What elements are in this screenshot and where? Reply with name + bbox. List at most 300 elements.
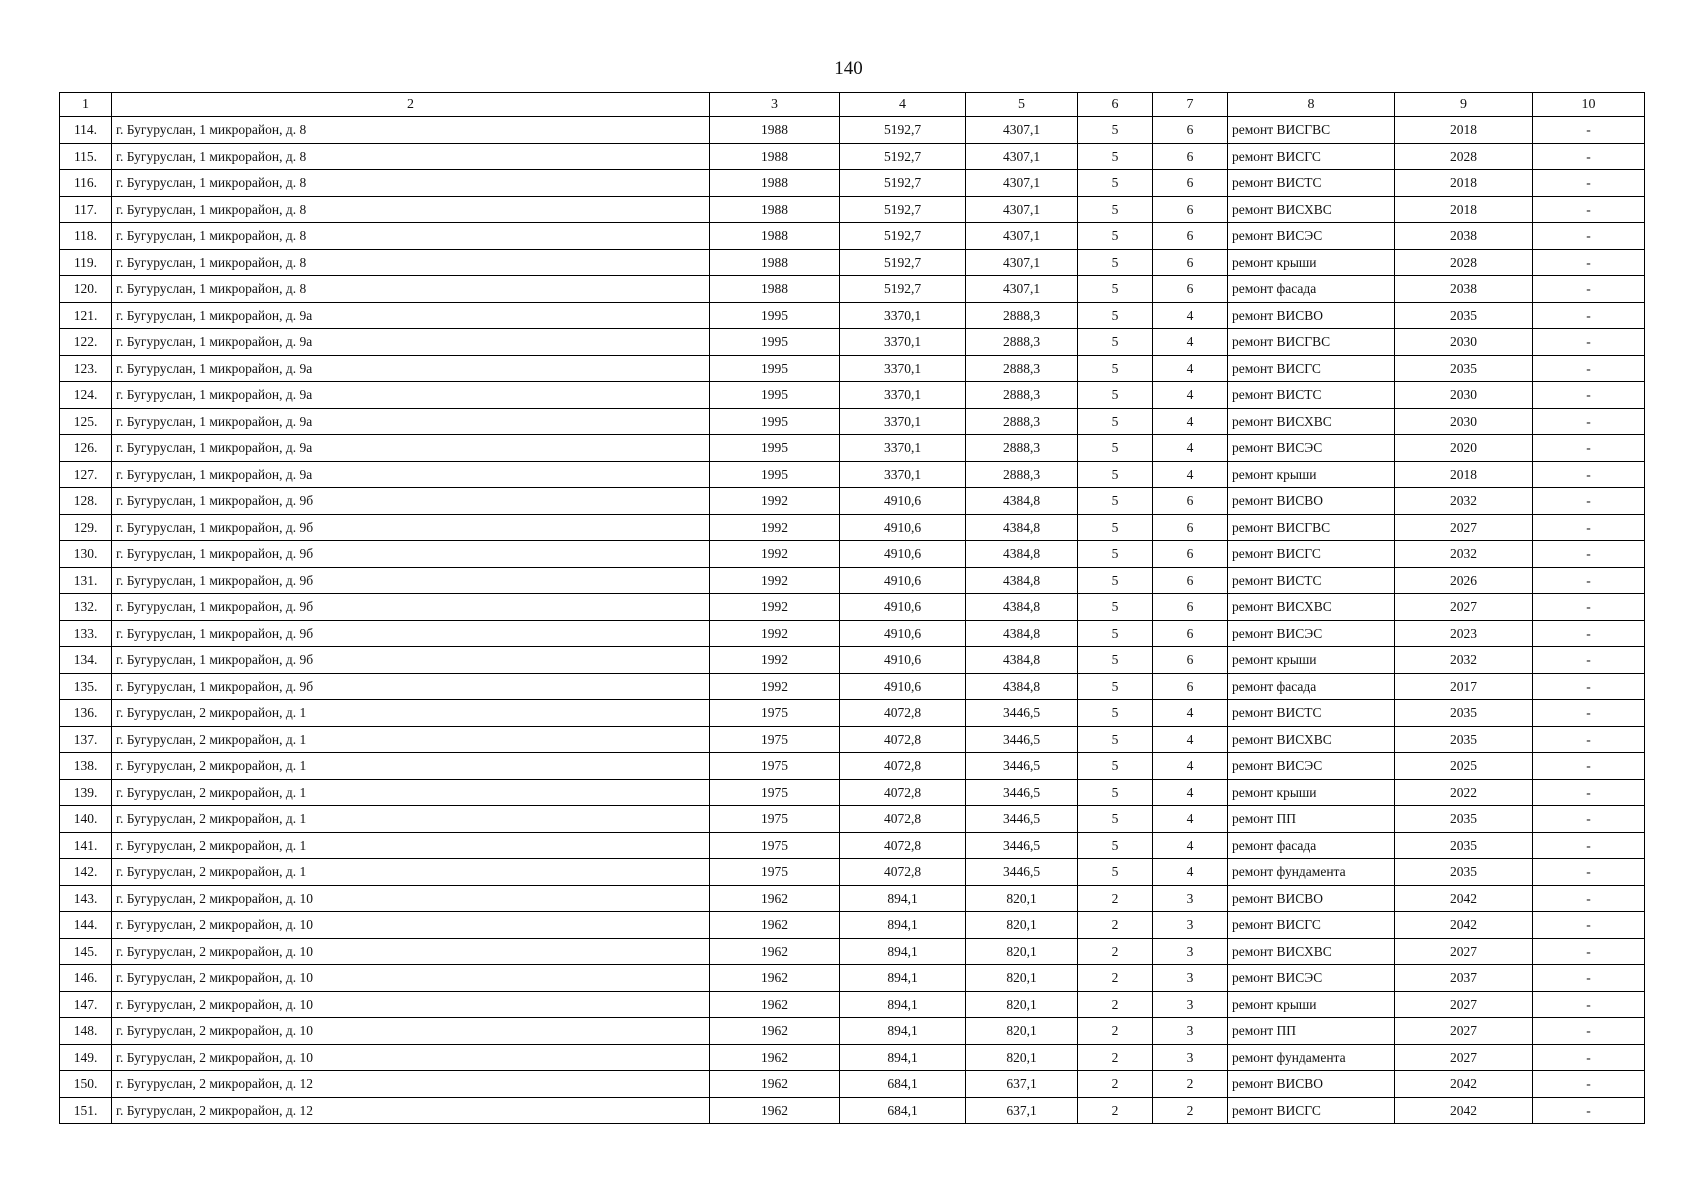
cell-entrances: 3 <box>1153 965 1228 992</box>
cell-build-year: 1975 <box>710 806 840 833</box>
cell-floors: 5 <box>1078 567 1153 594</box>
cell-note: - <box>1533 620 1645 647</box>
cell-entrances: 6 <box>1153 143 1228 170</box>
cell-build-year: 1995 <box>710 329 840 356</box>
table-row <box>60 620 1645 647</box>
cell-planned-year: 2030 <box>1395 329 1533 356</box>
cell-note: - <box>1533 170 1645 197</box>
cell-entrances: 4 <box>1153 382 1228 409</box>
cell-build-year: 1992 <box>710 541 840 568</box>
cell-entrances: 3 <box>1153 938 1228 965</box>
cell-living-area: 4384,8 <box>966 620 1078 647</box>
cell-row-number: 124. <box>60 382 112 409</box>
cell-floors: 5 <box>1078 223 1153 250</box>
cell-planned-year: 2035 <box>1395 859 1533 886</box>
cell-work-type: ремонт ВИСВО <box>1228 302 1395 329</box>
cell-build-year: 1995 <box>710 382 840 409</box>
cell-address: г. Бугуруслан, 2 микрорайон, д. 10 <box>112 938 710 965</box>
column-header-5: 5 <box>966 93 1078 117</box>
cell-address: г. Бугуруслан, 1 микрорайон, д. 9б <box>112 673 710 700</box>
cell-total-area: 3370,1 <box>840 302 966 329</box>
cell-entrances: 4 <box>1153 806 1228 833</box>
cell-living-area: 3446,5 <box>966 726 1078 753</box>
cell-address: г. Бугуруслан, 1 микрорайон, д. 9б <box>112 620 710 647</box>
cell-build-year: 1962 <box>710 912 840 939</box>
cell-build-year: 1988 <box>710 117 840 144</box>
cell-floors: 2 <box>1078 1018 1153 1045</box>
cell-living-area: 820,1 <box>966 885 1078 912</box>
cell-total-area: 4910,6 <box>840 594 966 621</box>
cell-build-year: 1962 <box>710 1071 840 1098</box>
cell-living-area: 2888,3 <box>966 435 1078 462</box>
cell-planned-year: 2035 <box>1395 832 1533 859</box>
cell-build-year: 1975 <box>710 753 840 780</box>
cell-entrances: 2 <box>1153 1097 1228 1124</box>
cell-address: г. Бугуруслан, 2 микрорайон, д. 1 <box>112 832 710 859</box>
cell-total-area: 894,1 <box>840 1044 966 1071</box>
cell-total-area: 4072,8 <box>840 779 966 806</box>
cell-note: - <box>1533 117 1645 144</box>
cell-row-number: 139. <box>60 779 112 806</box>
cell-work-type: ремонт крыши <box>1228 779 1395 806</box>
cell-row-number: 119. <box>60 249 112 276</box>
cell-floors: 5 <box>1078 249 1153 276</box>
cell-floors: 2 <box>1078 991 1153 1018</box>
cell-work-type: ремонт фундамента <box>1228 859 1395 886</box>
cell-row-number: 116. <box>60 170 112 197</box>
cell-living-area: 4384,8 <box>966 647 1078 674</box>
cell-build-year: 1988 <box>710 196 840 223</box>
cell-planned-year: 2035 <box>1395 700 1533 727</box>
cell-living-area: 820,1 <box>966 1018 1078 1045</box>
cell-note: - <box>1533 196 1645 223</box>
cell-planned-year: 2027 <box>1395 1044 1533 1071</box>
cell-note: - <box>1533 408 1645 435</box>
cell-entrances: 3 <box>1153 885 1228 912</box>
cell-floors: 5 <box>1078 408 1153 435</box>
cell-living-area: 2888,3 <box>966 408 1078 435</box>
cell-planned-year: 2035 <box>1395 726 1533 753</box>
cell-planned-year: 2042 <box>1395 1097 1533 1124</box>
cell-row-number: 149. <box>60 1044 112 1071</box>
cell-living-area: 820,1 <box>966 965 1078 992</box>
column-header-8: 8 <box>1228 93 1395 117</box>
cell-note: - <box>1533 991 1645 1018</box>
cell-row-number: 144. <box>60 912 112 939</box>
cell-work-type: ремонт ВИСЭС <box>1228 965 1395 992</box>
table-row <box>60 249 1645 276</box>
cell-floors: 5 <box>1078 143 1153 170</box>
cell-total-area: 5192,7 <box>840 223 966 250</box>
cell-note: - <box>1533 276 1645 303</box>
column-number-row <box>60 93 1645 117</box>
table-row <box>60 143 1645 170</box>
cell-living-area: 3446,5 <box>966 859 1078 886</box>
cell-row-number: 122. <box>60 329 112 356</box>
cell-living-area: 820,1 <box>966 1044 1078 1071</box>
cell-work-type: ремонт ВИСГС <box>1228 1097 1395 1124</box>
cell-planned-year: 2035 <box>1395 355 1533 382</box>
table-row <box>60 382 1645 409</box>
cell-note: - <box>1533 647 1645 674</box>
cell-floors: 2 <box>1078 885 1153 912</box>
column-header-2: 2 <box>112 93 710 117</box>
cell-work-type: ремонт крыши <box>1228 647 1395 674</box>
cell-row-number: 151. <box>60 1097 112 1124</box>
cell-work-type: ремонт фундамента <box>1228 1044 1395 1071</box>
cell-row-number: 132. <box>60 594 112 621</box>
table-row <box>60 408 1645 435</box>
cell-floors: 2 <box>1078 1044 1153 1071</box>
cell-planned-year: 2027 <box>1395 938 1533 965</box>
cell-work-type: ремонт ВИСЭС <box>1228 223 1395 250</box>
cell-planned-year: 2027 <box>1395 1018 1533 1045</box>
column-header-9: 9 <box>1395 93 1533 117</box>
cell-row-number: 133. <box>60 620 112 647</box>
cell-row-number: 114. <box>60 117 112 144</box>
cell-work-type: ремонт ВИСТС <box>1228 170 1395 197</box>
cell-note: - <box>1533 938 1645 965</box>
cell-build-year: 1992 <box>710 594 840 621</box>
cell-address: г. Бугуруслан, 1 микрорайон, д. 9б <box>112 541 710 568</box>
cell-planned-year: 2037 <box>1395 965 1533 992</box>
cell-build-year: 1992 <box>710 567 840 594</box>
cell-entrances: 6 <box>1153 223 1228 250</box>
cell-note: - <box>1533 753 1645 780</box>
cell-living-area: 4384,8 <box>966 594 1078 621</box>
table-row <box>60 1071 1645 1098</box>
cell-total-area: 5192,7 <box>840 170 966 197</box>
cell-note: - <box>1533 832 1645 859</box>
cell-entrances: 4 <box>1153 726 1228 753</box>
cell-planned-year: 2042 <box>1395 912 1533 939</box>
cell-note: - <box>1533 223 1645 250</box>
cell-row-number: 146. <box>60 965 112 992</box>
cell-planned-year: 2030 <box>1395 408 1533 435</box>
cell-living-area: 4384,8 <box>966 541 1078 568</box>
cell-entrances: 6 <box>1153 170 1228 197</box>
column-header-1: 1 <box>60 93 112 117</box>
cell-living-area: 3446,5 <box>966 779 1078 806</box>
cell-planned-year: 2032 <box>1395 647 1533 674</box>
cell-living-area: 4384,8 <box>966 673 1078 700</box>
cell-address: г. Бугуруслан, 1 микрорайон, д. 9а <box>112 382 710 409</box>
cell-entrances: 6 <box>1153 514 1228 541</box>
cell-planned-year: 2018 <box>1395 461 1533 488</box>
cell-build-year: 1962 <box>710 938 840 965</box>
cell-build-year: 1962 <box>710 1044 840 1071</box>
repair-schedule-table <box>59 92 1645 1124</box>
cell-entrances: 6 <box>1153 276 1228 303</box>
cell-work-type: ремонт ВИСГВС <box>1228 117 1395 144</box>
cell-work-type: ремонт ВИСЭС <box>1228 753 1395 780</box>
cell-work-type: ремонт крыши <box>1228 461 1395 488</box>
cell-address: г. Бугуруслан, 2 микрорайон, д. 10 <box>112 912 710 939</box>
cell-address: г. Бугуруслан, 2 микрорайон, д. 1 <box>112 859 710 886</box>
cell-note: - <box>1533 567 1645 594</box>
cell-row-number: 141. <box>60 832 112 859</box>
cell-build-year: 1975 <box>710 859 840 886</box>
cell-entrances: 6 <box>1153 620 1228 647</box>
cell-total-area: 894,1 <box>840 965 966 992</box>
cell-address: г. Бугуруслан, 2 микрорайон, д. 10 <box>112 1044 710 1071</box>
cell-entrances: 4 <box>1153 753 1228 780</box>
cell-address: г. Бугуруслан, 1 микрорайон, д. 8 <box>112 196 710 223</box>
cell-work-type: ремонт ВИСГВС <box>1228 329 1395 356</box>
cell-address: г. Бугуруслан, 2 микрорайон, д. 12 <box>112 1071 710 1098</box>
cell-build-year: 1988 <box>710 170 840 197</box>
table-row <box>60 461 1645 488</box>
cell-total-area: 4910,6 <box>840 488 966 515</box>
table-row <box>60 594 1645 621</box>
cell-build-year: 1992 <box>710 620 840 647</box>
cell-note: - <box>1533 329 1645 356</box>
cell-build-year: 1962 <box>710 1097 840 1124</box>
cell-entrances: 4 <box>1153 302 1228 329</box>
column-header-6: 6 <box>1078 93 1153 117</box>
cell-row-number: 147. <box>60 991 112 1018</box>
cell-living-area: 4307,1 <box>966 117 1078 144</box>
cell-address: г. Бугуруслан, 1 микрорайон, д. 9а <box>112 435 710 462</box>
cell-living-area: 4307,1 <box>966 276 1078 303</box>
cell-living-area: 3446,5 <box>966 832 1078 859</box>
cell-total-area: 4072,8 <box>840 806 966 833</box>
cell-floors: 5 <box>1078 726 1153 753</box>
cell-work-type: ремонт ВИСГС <box>1228 541 1395 568</box>
cell-entrances: 3 <box>1153 991 1228 1018</box>
cell-note: - <box>1533 779 1645 806</box>
cell-address: г. Бугуруслан, 1 микрорайон, д. 9а <box>112 355 710 382</box>
cell-entrances: 4 <box>1153 779 1228 806</box>
table-row <box>60 753 1645 780</box>
table-row <box>60 488 1645 515</box>
cell-total-area: 4910,6 <box>840 567 966 594</box>
cell-build-year: 1995 <box>710 302 840 329</box>
cell-floors: 2 <box>1078 912 1153 939</box>
cell-address: г. Бугуруслан, 2 микрорайон, д. 10 <box>112 965 710 992</box>
cell-living-area: 3446,5 <box>966 700 1078 727</box>
cell-floors: 5 <box>1078 859 1153 886</box>
column-header-10: 10 <box>1533 93 1645 117</box>
cell-row-number: 126. <box>60 435 112 462</box>
cell-entrances: 4 <box>1153 859 1228 886</box>
cell-planned-year: 2022 <box>1395 779 1533 806</box>
cell-build-year: 1975 <box>710 779 840 806</box>
cell-row-number: 125. <box>60 408 112 435</box>
cell-total-area: 894,1 <box>840 885 966 912</box>
cell-floors: 5 <box>1078 302 1153 329</box>
table-row <box>60 1018 1645 1045</box>
cell-build-year: 1992 <box>710 673 840 700</box>
cell-total-area: 5192,7 <box>840 196 966 223</box>
cell-planned-year: 2035 <box>1395 806 1533 833</box>
cell-planned-year: 2027 <box>1395 991 1533 1018</box>
cell-entrances: 6 <box>1153 647 1228 674</box>
cell-row-number: 128. <box>60 488 112 515</box>
cell-work-type: ремонт ПП <box>1228 1018 1395 1045</box>
cell-work-type: ремонт ВИСВО <box>1228 1071 1395 1098</box>
cell-address: г. Бугуруслан, 2 микрорайон, д. 1 <box>112 700 710 727</box>
column-header-3: 3 <box>710 93 840 117</box>
cell-planned-year: 2032 <box>1395 541 1533 568</box>
cell-floors: 5 <box>1078 117 1153 144</box>
cell-row-number: 134. <box>60 647 112 674</box>
cell-note: - <box>1533 302 1645 329</box>
cell-total-area: 3370,1 <box>840 355 966 382</box>
cell-row-number: 115. <box>60 143 112 170</box>
table-row <box>60 859 1645 886</box>
cell-note: - <box>1533 1044 1645 1071</box>
cell-build-year: 1992 <box>710 488 840 515</box>
cell-entrances: 3 <box>1153 1044 1228 1071</box>
cell-row-number: 129. <box>60 514 112 541</box>
cell-address: г. Бугуруслан, 1 микрорайон, д. 9б <box>112 567 710 594</box>
cell-living-area: 820,1 <box>966 912 1078 939</box>
cell-address: г. Бугуруслан, 1 микрорайон, д. 8 <box>112 143 710 170</box>
cell-work-type: ремонт ВИСХВС <box>1228 726 1395 753</box>
cell-build-year: 1995 <box>710 408 840 435</box>
cell-total-area: 4910,6 <box>840 673 966 700</box>
table-row <box>60 726 1645 753</box>
cell-entrances: 4 <box>1153 461 1228 488</box>
cell-address: г. Бугуруслан, 1 микрорайон, д. 9б <box>112 594 710 621</box>
cell-total-area: 4910,6 <box>840 514 966 541</box>
cell-note: - <box>1533 435 1645 462</box>
table-row <box>60 938 1645 965</box>
cell-address: г. Бугуруслан, 1 микрорайон, д. 8 <box>112 117 710 144</box>
cell-living-area: 3446,5 <box>966 753 1078 780</box>
cell-address: г. Бугуруслан, 2 микрорайон, д. 1 <box>112 806 710 833</box>
cell-living-area: 4384,8 <box>966 514 1078 541</box>
table-row <box>60 806 1645 833</box>
cell-entrances: 4 <box>1153 329 1228 356</box>
cell-floors: 5 <box>1078 673 1153 700</box>
cell-living-area: 4307,1 <box>966 196 1078 223</box>
cell-floors: 5 <box>1078 832 1153 859</box>
cell-floors: 5 <box>1078 806 1153 833</box>
table-row <box>60 329 1645 356</box>
cell-floors: 5 <box>1078 355 1153 382</box>
table-row <box>60 223 1645 250</box>
table-row <box>60 355 1645 382</box>
cell-address: г. Бугуруслан, 2 микрорайон, д. 10 <box>112 1018 710 1045</box>
cell-work-type: ремонт ВИСГС <box>1228 355 1395 382</box>
cell-row-number: 118. <box>60 223 112 250</box>
cell-work-type: ремонт ВИСЭС <box>1228 435 1395 462</box>
cell-living-area: 4384,8 <box>966 567 1078 594</box>
cell-planned-year: 2020 <box>1395 435 1533 462</box>
cell-total-area: 4072,8 <box>840 700 966 727</box>
cell-note: - <box>1533 700 1645 727</box>
cell-work-type: ремонт крыши <box>1228 249 1395 276</box>
cell-build-year: 1962 <box>710 1018 840 1045</box>
cell-planned-year: 2018 <box>1395 170 1533 197</box>
cell-floors: 5 <box>1078 620 1153 647</box>
table-row <box>60 567 1645 594</box>
column-header-4: 4 <box>840 93 966 117</box>
cell-entrances: 4 <box>1153 435 1228 462</box>
cell-living-area: 2888,3 <box>966 461 1078 488</box>
cell-planned-year: 2027 <box>1395 514 1533 541</box>
cell-note: - <box>1533 461 1645 488</box>
cell-planned-year: 2018 <box>1395 117 1533 144</box>
cell-note: - <box>1533 514 1645 541</box>
cell-note: - <box>1533 859 1645 886</box>
cell-note: - <box>1533 488 1645 515</box>
cell-build-year: 1975 <box>710 832 840 859</box>
cell-row-number: 140. <box>60 806 112 833</box>
cell-build-year: 1988 <box>710 276 840 303</box>
cell-work-type: ремонт ВИСВО <box>1228 488 1395 515</box>
table-row <box>60 170 1645 197</box>
cell-total-area: 5192,7 <box>840 276 966 303</box>
cell-planned-year: 2030 <box>1395 382 1533 409</box>
cell-entrances: 6 <box>1153 249 1228 276</box>
cell-total-area: 894,1 <box>840 912 966 939</box>
cell-work-type: ремонт ВИСХВС <box>1228 408 1395 435</box>
cell-floors: 5 <box>1078 700 1153 727</box>
cell-floors: 5 <box>1078 647 1153 674</box>
cell-planned-year: 2023 <box>1395 620 1533 647</box>
cell-total-area: 684,1 <box>840 1071 966 1098</box>
cell-work-type: ремонт ВИСТС <box>1228 382 1395 409</box>
cell-living-area: 4307,1 <box>966 170 1078 197</box>
cell-note: - <box>1533 382 1645 409</box>
cell-entrances: 6 <box>1153 594 1228 621</box>
table-row <box>60 965 1645 992</box>
cell-work-type: ремонт ПП <box>1228 806 1395 833</box>
cell-entrances: 3 <box>1153 912 1228 939</box>
cell-floors: 5 <box>1078 753 1153 780</box>
cell-address: г. Бугуруслан, 1 микрорайон, д. 9б <box>112 647 710 674</box>
cell-entrances: 6 <box>1153 567 1228 594</box>
cell-planned-year: 2028 <box>1395 143 1533 170</box>
cell-planned-year: 2042 <box>1395 1071 1533 1098</box>
cell-build-year: 1975 <box>710 726 840 753</box>
cell-living-area: 820,1 <box>966 938 1078 965</box>
cell-floors: 5 <box>1078 435 1153 462</box>
cell-total-area: 3370,1 <box>840 461 966 488</box>
cell-row-number: 148. <box>60 1018 112 1045</box>
cell-note: - <box>1533 594 1645 621</box>
cell-floors: 2 <box>1078 1097 1153 1124</box>
cell-floors: 5 <box>1078 276 1153 303</box>
cell-living-area: 637,1 <box>966 1097 1078 1124</box>
cell-build-year: 1962 <box>710 991 840 1018</box>
cell-total-area: 4072,8 <box>840 859 966 886</box>
cell-living-area: 4307,1 <box>966 143 1078 170</box>
cell-note: - <box>1533 965 1645 992</box>
cell-work-type: ремонт ВИСХВС <box>1228 594 1395 621</box>
cell-build-year: 1995 <box>710 461 840 488</box>
cell-work-type: ремонт ВИСТС <box>1228 567 1395 594</box>
cell-planned-year: 2028 <box>1395 249 1533 276</box>
cell-living-area: 4307,1 <box>966 249 1078 276</box>
cell-row-number: 142. <box>60 859 112 886</box>
table-row <box>60 832 1645 859</box>
cell-row-number: 138. <box>60 753 112 780</box>
cell-address: г. Бугуруслан, 2 микрорайон, д. 1 <box>112 779 710 806</box>
cell-note: - <box>1533 1071 1645 1098</box>
cell-entrances: 6 <box>1153 117 1228 144</box>
table-row <box>60 700 1645 727</box>
cell-planned-year: 2038 <box>1395 276 1533 303</box>
cell-floors: 5 <box>1078 514 1153 541</box>
cell-entrances: 6 <box>1153 541 1228 568</box>
cell-work-type: ремонт крыши <box>1228 991 1395 1018</box>
cell-work-type: ремонт фасада <box>1228 276 1395 303</box>
cell-living-area: 637,1 <box>966 1071 1078 1098</box>
